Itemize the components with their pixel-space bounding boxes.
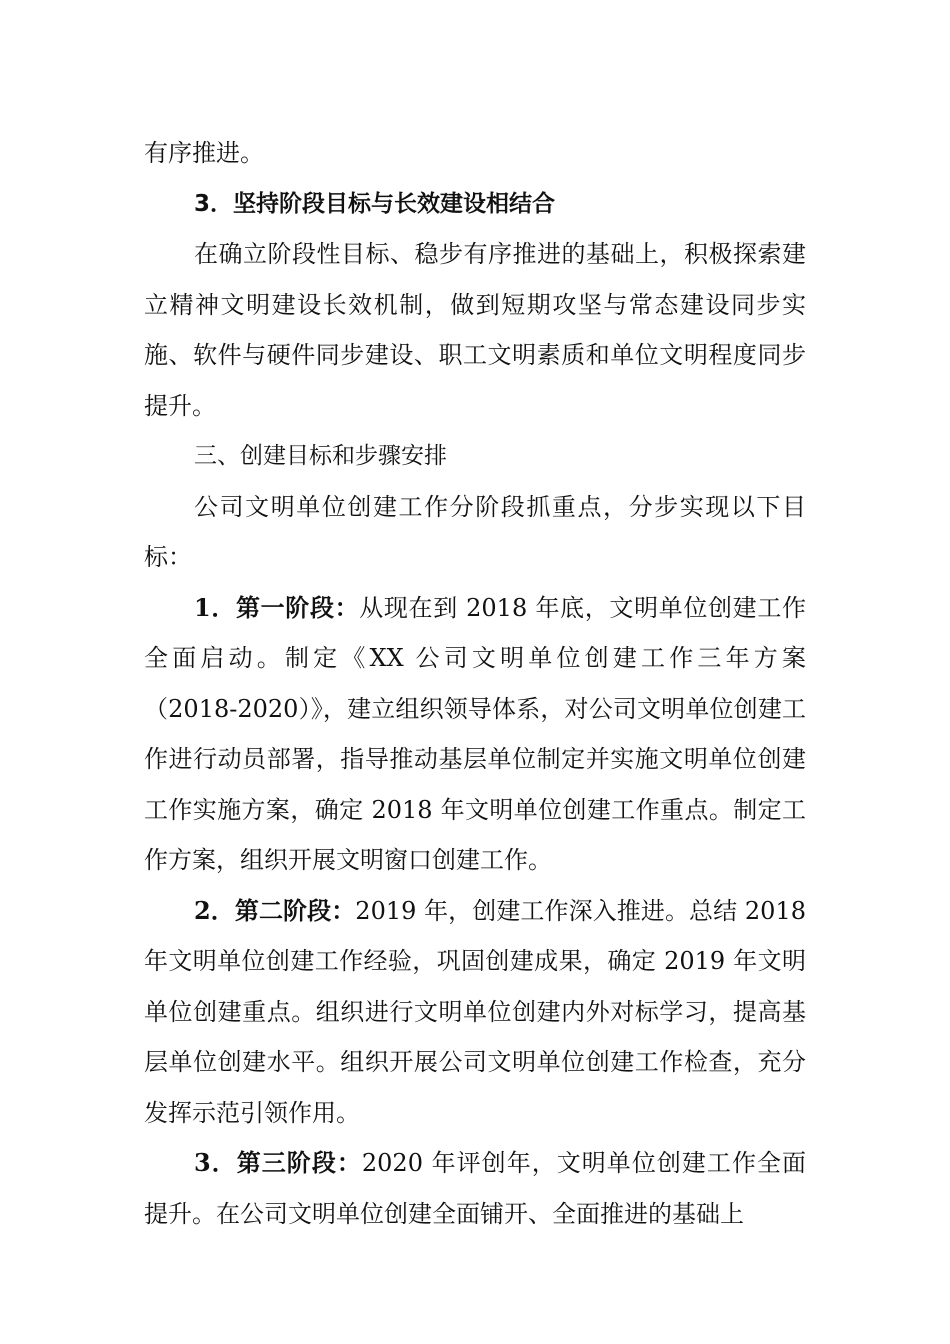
paragraph-continuation: 有序推进。 bbox=[144, 139, 264, 167]
stage-1-label: 1．第一阶段： bbox=[194, 592, 360, 622]
stage-3-text: 2020 年评创年，文明单位创建工作全面提升。在公司文明单位创建全面铺开、全面推进的基础上 bbox=[144, 1149, 806, 1228]
stage-2-label: 2．第二阶段： bbox=[194, 895, 356, 925]
section-heading-goals: 三、创建目标和步骤安排 bbox=[194, 443, 447, 469]
stage-3-label: 3．第三阶段： bbox=[194, 1148, 362, 1177]
stage-1-text: 从现在到 2018 年底，文明单位创建工作全面启动。制定《XX 公司文明单位创建工作三年方案（2018-2020）》，建立组织领导体系，对公司文明单位创建工作进行动员部署，指导推动基层单位制定并实施文明单位创建工作实施方案，确定 2018 年文明单位创建工作重点。制定工作方案，组织开展文明窗口创建工作。 bbox=[144, 593, 806, 874]
paragraph-long-term-mechanism: 在确立阶段性目标、稳步有序推进的基础上，积极探索建立精神文明建设长效机制，做到短期攻坚与常态建设同步实施、软件与硬件同步建设、职工文明素质和单位文明程度同步提升。 bbox=[144, 240, 806, 420]
document-body bbox=[144, 128, 806, 1239]
paragraph-goals-intro: 公司文明单位创建工作分阶段抓重点，分步实现以下目标： bbox=[144, 492, 806, 571]
paragraph-stage-3 bbox=[144, 1138, 806, 1239]
subheading-3: 3．坚持阶段目标与长效建设相结合 bbox=[194, 190, 556, 217]
paragraph-stage-2 bbox=[144, 886, 806, 1139]
stage-2-text: 2019 年，创建工作深入推进。总结 2018 年文明单位创建工作经验，巩固创建成果，确定 2019 年文明单位创建重点。组织进行文明单位创建内外对标学习，提高基层单位创建水平。组织开展公司文明单位创建工作检查，充分发挥示范引领作用。 bbox=[144, 896, 806, 1127]
paragraph-stage-1 bbox=[144, 583, 806, 886]
